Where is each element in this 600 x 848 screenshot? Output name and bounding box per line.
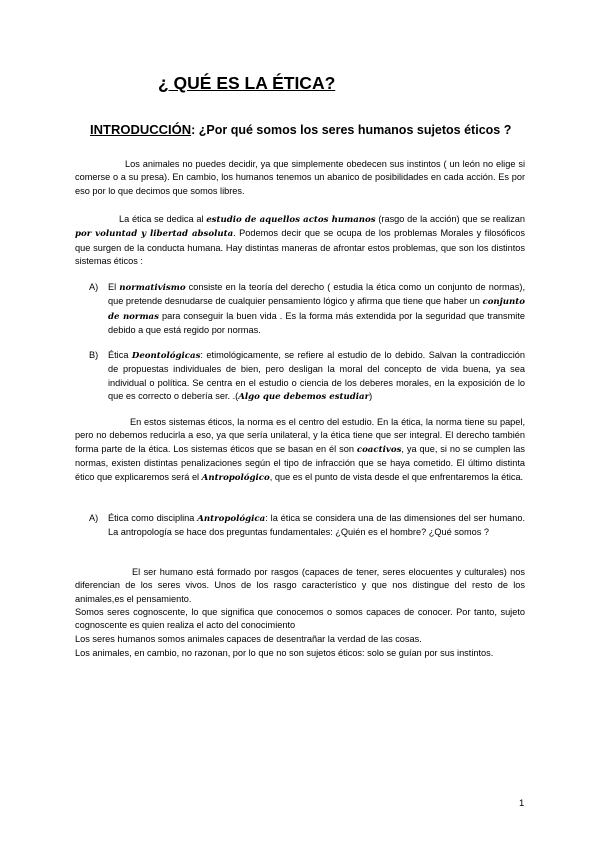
paragraph-3 [75,416,525,485]
p3-text-a: En estos sistemas éticos, la norma es el centro del estudio. En la ética, la norma tiene su papel, pero no debemos reducirla a eso, ya que sería unilateral, y la ética tiene que ser integral. El derecho también forma parte de la ética. Los sistemas éticos que se basan en él son [75,417,525,454]
itemA2-text-a: Ética como disciplina [108,513,198,523]
paragraph-1: Los animales no puedes decidir, ya que simplemente obedecen sus instintos ( un león no elige si comerse o a su presa). En cambio, los humanos tenemos un abanico de posibilidades en cada acción. Es por eso por lo que decimos que somos libres. [75,159,525,196]
p3-text-c: , ya que, si no se cumplen las normas, existen distintas penalizaciones según el tipo de infracción que se haya cometido. El último distinta ético que explicaremos será el [75,443,525,482]
intro-question: ¿Por qué somos los seres humanos sujetos éticos ? [195,123,512,137]
item-a2-text [108,512,525,540]
itemB-text-c: : etimológicamente, se refiere al estudio de lo debido. Salvan la contradicción de propuestas individuales de bien, pero desligan la moral del concepto de vida buena, ya sea individual o política. Se centra en el estudio o ciencia de los deberes morales, en la exposición de lo que es correcto o debería ser. .( [108,350,525,402]
paragraph-6: Los seres humanos somos animales capaces de desentrañar la verdad de las cosas. [75,634,422,644]
itemB-text-e: ) [369,391,373,402]
page-number: 1 [519,798,525,809]
p3-emph-d: Antropológico [201,472,270,483]
item-b-marker: B) [89,350,99,360]
itemA2-text-c: : la ética se considera una de las dimensiones del ser humano. La antropología se hace dos preguntas fundamentales: ¿Quién es el hombre? ¿Qué somos ? [108,513,525,538]
p2-text-a: La ética se dedica al [119,214,207,224]
item-a2-marker: A) [89,513,99,523]
p2-emph-d: por voluntad y libertad absoluta [75,229,234,240]
itemA-emph-b: normativismo [119,283,186,293]
intro-heading [90,122,511,137]
intro-colon: : [191,123,196,137]
itemB-emph-d: Algo que debemos estudiar [238,392,370,403]
intro-label: INTRODUCCIÓN [90,122,192,137]
item-a-marker: A) [89,282,99,292]
p2-text-e: . Podemos decir que se ocupa de los problemas Morales y filosóficos que surgen de la conducta humana. Hay distintas maneras de afrontar estos problemas, que son los distintos sistemas éticos : [75,228,525,267]
p3-emph-b: coactivos [356,444,402,455]
itemA-emph-d: conjunto de normas [108,297,525,322]
itemA-text-a: El [108,282,120,292]
itemA-text-c: consiste en la teoría del derecho ( estudia la ética como un conjunto de normas), que pretende desnudarse de cualquier pensamiento lógico y afirma que tiene que haber un [108,282,525,307]
itemA-text-e: para conseguir la buen vida . Es la forma más extendida por la seguridad que transmite debido a que está regido por normas. [108,310,525,336]
item-a-text [108,281,525,338]
itemB-emph-b: Deontológicas [131,351,201,361]
paragraph-7: Los animales, en cambio, no razonan, por lo que no son sujetos éticos: solo se guían por sus instintos. [75,648,494,658]
paragraph-2 [75,213,525,269]
p2-text-c: (rasgo de la acción) que se realizan [375,214,525,224]
page-title: ¿ QUÉ ES LA ÉTICA? [158,73,336,93]
paragraph-4: El ser humano está formado por rasgos (capaces de tener, seres elocuentes y culturales) nos diferencian de los seres vivos. Unos de los rasgo característico y que nos distingue del resto de los animales,es el pensamiento. [75,567,525,604]
p2-emph-b: estudio de aquellos actos humanos [206,215,376,225]
itemA2-emph-b: Antropológica [197,514,266,524]
itemB-text-a: Ética [108,350,132,360]
item-b-text [108,349,525,405]
p3-text-e: , que es el punto de vista desde el que enfrentaremos la ética. [269,471,524,482]
paragraph-5: Somos seres cognoscente, lo que significa que conocemos o somos capaces de conocer. Por tanto, sujeto cognoscente es quien realiza el acto del conocimiento [75,607,525,631]
